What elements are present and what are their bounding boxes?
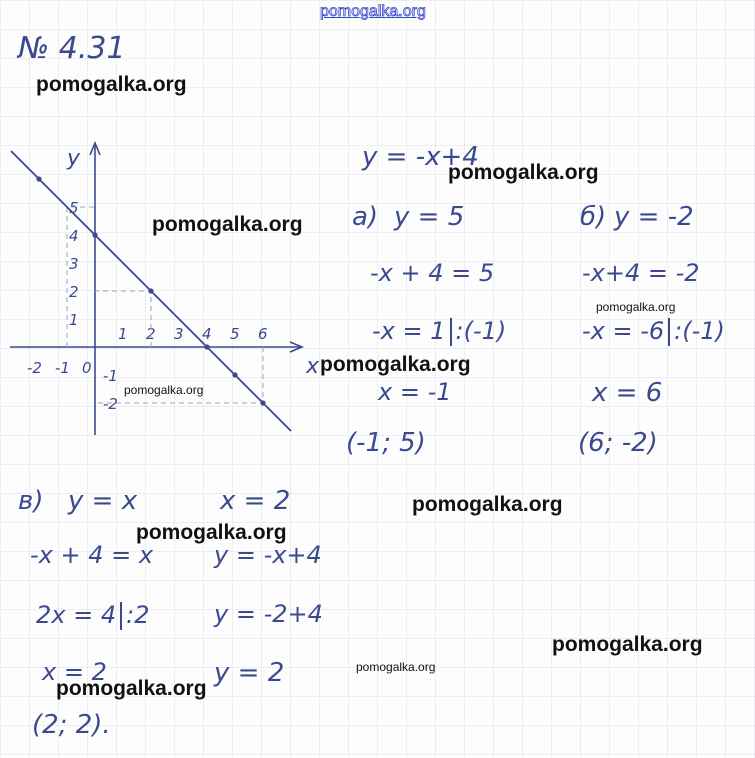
part-b-step1: -x+4 = -2 [582,259,700,287]
part-v-divisor: :2 [126,601,150,629]
site-link[interactable]: pomogalka.org [320,3,426,20]
part-v-given: y = x [68,486,138,516]
divide-bar [120,602,122,630]
watermark: pomogalka.org [552,633,703,656]
watermark: pomogalka.org [596,300,676,314]
part-v-col2-line2: y = -x+4 [214,541,322,569]
part-b-given: y = -2 [614,202,694,232]
watermark: pomogalka.org [448,161,599,184]
part-v-result-x: x = 2 [42,658,107,686]
divide-bar [668,318,670,346]
watermark: pomogalka.org [320,353,471,376]
part-a-step2 [372,318,506,346]
x-tick-label: 0 [82,359,92,377]
y-axis-label: y [67,146,81,171]
part-v-point: (2; 2). [32,710,111,740]
equation: y = -x+4 [362,142,479,172]
x-tick-label: -2 [27,359,42,377]
y-tick-label: 5 [69,199,79,217]
x-axis-label: x [306,354,320,379]
line-point [204,344,209,349]
part-v-col2-line1: x = 2 [220,486,291,516]
watermark: pomogalka.org [136,521,287,544]
x-tick-label: 5 [230,325,240,343]
watermark: pomogalka.org [56,677,207,700]
y-tick-label: 3 [69,255,79,273]
line-point [92,232,97,237]
y-tick-label: -1 [103,367,118,385]
part-b-result: x = 6 [592,378,663,408]
part-a-step2-eq: -x = 1 [372,317,446,345]
part-v-step2-eq: 2x = 4 [36,601,117,629]
watermark: pomogalka.org [36,73,187,96]
part-v-step2 [36,602,149,630]
part-a-divisor: :(-1) [455,317,507,345]
x-tick-label: 4 [202,325,212,343]
watermark: pomogalka.org [412,493,563,516]
part-b-label: б) [580,202,607,232]
line-point [232,372,237,377]
part-b-step2 [582,318,725,346]
y-tick-label: 2 [69,283,79,301]
part-v-label: в) [18,486,44,516]
part-b-point: (6; -2) [578,428,658,458]
part-v-step1: -x + 4 = x [30,541,154,569]
divide-bar [450,318,452,346]
watermark: pomogalka.org [124,383,204,397]
part-a-point: (-1; 5) [346,428,426,458]
x-tick-label: 2 [146,325,156,343]
x-tick-label: -1 [55,359,70,377]
part-b-divisor: :(-1) [674,317,725,345]
line-point [260,400,265,405]
part-a-step1: -x + 4 = 5 [370,259,495,287]
line-point [148,288,153,293]
watermark: pomogalka.org [152,213,303,236]
line-point [36,176,41,181]
y-tick-label: -2 [103,395,118,413]
part-a-result: x = -1 [378,378,452,406]
x-tick-label: 3 [174,325,184,343]
part-b-step2-eq: -x = -6 [582,317,665,345]
part-a-label: а) [352,202,379,232]
part-a-given: y = 5 [394,202,465,232]
problem-number: № 4.31 [18,31,126,66]
x-tick-label: 1 [118,325,128,343]
part-v-col2-line4: y = 2 [214,658,285,688]
y-tick-label: 4 [69,227,79,245]
x-tick-label: 6 [258,325,268,343]
y-tick-label: 1 [69,311,79,329]
watermark: pomogalka.org [356,660,436,674]
part-v-col2-line3: y = -2+4 [214,600,323,628]
